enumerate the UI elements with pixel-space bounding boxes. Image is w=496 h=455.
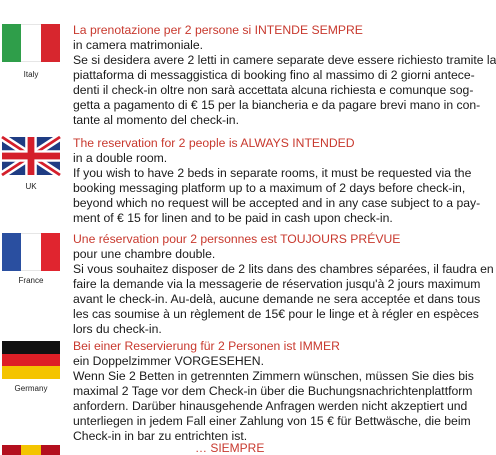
section-title: Bei einer Reservierung für 2 Personen ist IMMER bbox=[73, 339, 340, 353]
body-line: in a double room. bbox=[73, 151, 168, 165]
country-label: UK bbox=[25, 182, 37, 191]
section-body bbox=[73, 38, 496, 128]
section-title: Une réservation pour 2 personnes est TOUJOURS PRÉVUE bbox=[73, 232, 401, 246]
body-line: Check-in in bar zu entrichten ist. bbox=[73, 429, 248, 443]
section-body bbox=[73, 354, 474, 444]
body-line: maximal 2 Tage vor dem Check-in über die Buchungsnachrichtenplattform bbox=[73, 384, 473, 398]
body-line: lors du check-in. bbox=[73, 322, 162, 336]
body-line: ment of € 15 for linen and to be paid in cash upon check-in. bbox=[73, 211, 393, 225]
section-title: La prenotazione per 2 persone si INTENDE SEMPRE bbox=[73, 23, 363, 37]
body-line: faire la demande via la messagerie de réservation jusqu'à 2 jours maximum bbox=[73, 277, 481, 291]
section-body bbox=[73, 151, 481, 226]
body-line: Si vous souhaitez disposer de 2 lits dans des chambres séparées, il faudra en bbox=[73, 262, 494, 276]
section-body bbox=[73, 247, 494, 337]
italy-flag-icon bbox=[2, 24, 60, 62]
country-label: Italy bbox=[23, 70, 39, 79]
uk-flag-icon bbox=[2, 137, 60, 175]
body-line: beyond which no request will be accepted and in any case subject to a pay- bbox=[73, 196, 481, 210]
body-line: pour une chambre double. bbox=[73, 247, 216, 261]
section-title: The reservation for 2 people is ALWAYS INTENDED bbox=[73, 136, 355, 150]
partial-title: … SIEMPRE bbox=[195, 441, 265, 455]
body-line: piattaforma di messaggistica di booking fino al massimo di 2 giorni antece- bbox=[73, 68, 475, 82]
country-label: France bbox=[18, 276, 44, 285]
body-line: in camera matrimoniale. bbox=[73, 38, 204, 52]
section-partial bbox=[0, 441, 450, 455]
body-line: If you wish to have 2 beds in separate rooms, it must be requested via the bbox=[73, 166, 472, 180]
body-line: anfordern. Darüber hinausgehende Anfragen werden nicht akzeptiert und bbox=[73, 399, 468, 413]
body-line: getta a pagamento di € 15 per la biancheria e da pagare brevi mano in con- bbox=[73, 98, 481, 112]
body-line: tante al momento del check-in. bbox=[73, 113, 239, 127]
body-line: ein Doppelzimmer VORGESEHEN. bbox=[73, 354, 264, 368]
germany-flag-icon bbox=[2, 341, 60, 379]
country-label: Germany bbox=[14, 384, 48, 393]
body-line: avant le check-in. Au-delà, aucune demande ne sera acceptée et dans tous bbox=[73, 292, 481, 306]
france-flag-icon bbox=[2, 233, 60, 271]
body-line: booking messaging platform up to a maximum of 2 days before check-in, bbox=[73, 181, 466, 195]
body-line: Se si desidera avere 2 letti in camere separate deve essere richiesto tramite la bbox=[73, 53, 496, 67]
body-line: unterliegen in jedem Fall einer Zahlung von 15 € für Bettwäsche, die beim bbox=[73, 414, 471, 428]
body-line: les cas soumise à un règlement de 15€ pour le linge et à régler en espèces bbox=[73, 307, 479, 321]
body-line: denti il check-in oltre non sarà accettata alcuna richiesta e comunque sog- bbox=[73, 83, 474, 97]
body-line: Wenn Sie 2 Betten in getrennten Zimmern wünschen, müssen Sie dies bis bbox=[73, 369, 474, 383]
